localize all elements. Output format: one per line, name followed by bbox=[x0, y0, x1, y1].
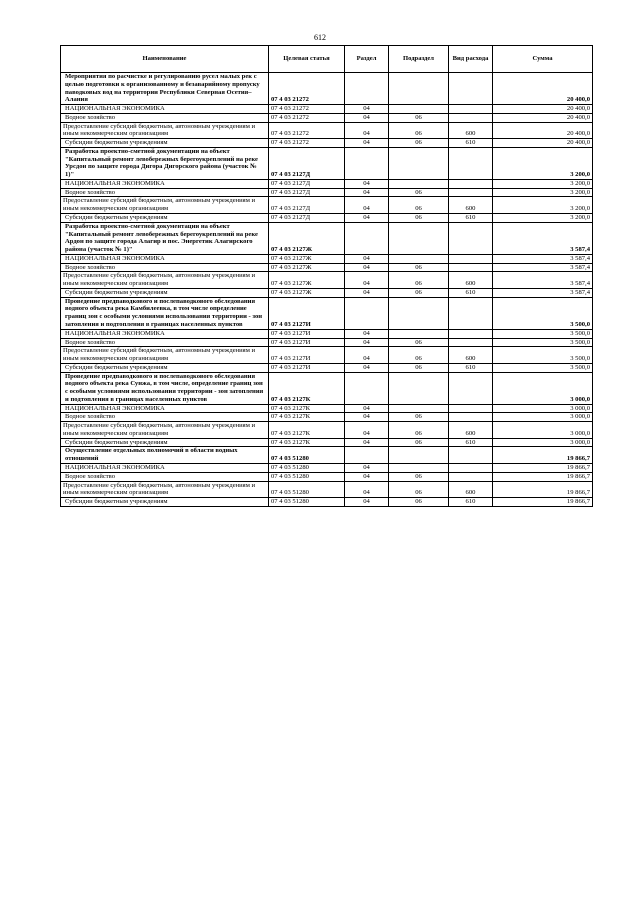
cell-section: 04 bbox=[345, 363, 389, 372]
cell-code: 07 4 03 21272 bbox=[269, 122, 345, 139]
cell-type bbox=[449, 297, 493, 329]
cell-name: Субсидии бюджетным учреждениям bbox=[61, 363, 269, 372]
cell-code: 07 4 03 2127К bbox=[269, 438, 345, 447]
cell-type bbox=[449, 105, 493, 114]
header-name: Наименование bbox=[61, 46, 269, 73]
cell-sum: 20 400,0 bbox=[493, 73, 593, 105]
cell-code: 07 4 03 2127И bbox=[269, 347, 345, 364]
table-row bbox=[61, 472, 593, 481]
cell-name: Водное хозяйство bbox=[61, 188, 269, 197]
table-row bbox=[61, 222, 593, 254]
cell-type: 610 bbox=[449, 288, 493, 297]
cell-section: 04 bbox=[345, 329, 389, 338]
budget-table bbox=[60, 45, 593, 507]
header-subsection: Подраздел bbox=[389, 46, 449, 73]
page-number: 612 bbox=[314, 33, 326, 42]
cell-code: 07 4 03 2127Ж bbox=[269, 288, 345, 297]
cell-subsection: 06 bbox=[389, 363, 449, 372]
cell-subsection bbox=[389, 179, 449, 188]
cell-code: 07 4 03 2127И bbox=[269, 329, 345, 338]
cell-type: 600 bbox=[449, 481, 493, 498]
cell-type bbox=[449, 472, 493, 481]
cell-type bbox=[449, 179, 493, 188]
cell-section: 04 bbox=[345, 404, 389, 413]
cell-name: Предоставление субсидий бюджетным, автономным учреждениям и иным некоммерческим организациям bbox=[61, 122, 269, 139]
cell-code: 07 4 03 2127Ж bbox=[269, 222, 345, 254]
cell-name: Проведение предпаводкового и послепаводкового обследования водного объекта река Камбилеевка, в том числе определение границ зон с особыми условиями использования территории - зон затопления и подтопления в границах населенных пунктов bbox=[61, 297, 269, 329]
cell-sum: 20 400,0 bbox=[493, 122, 593, 139]
table-row bbox=[61, 481, 593, 498]
cell-type: 600 bbox=[449, 422, 493, 439]
cell-name: Водное хозяйство bbox=[61, 113, 269, 122]
cell-section: 04 bbox=[345, 122, 389, 139]
cell-code: 07 4 03 2127К bbox=[269, 413, 345, 422]
cell-subsection: 06 bbox=[389, 139, 449, 148]
table-row bbox=[61, 122, 593, 139]
cell-subsection: 06 bbox=[389, 122, 449, 139]
table-row bbox=[61, 254, 593, 263]
cell-name: Субсидии бюджетным учреждениям bbox=[61, 498, 269, 507]
cell-section bbox=[345, 147, 389, 179]
table-row bbox=[61, 139, 593, 148]
cell-subsection: 06 bbox=[389, 338, 449, 347]
cell-code: 07 4 03 21272 bbox=[269, 73, 345, 105]
cell-name: Мероприятия по расчистке и регулированию русел малых рек с целью подготовки к организованному и безаварийному пропуску паводковых вод на территории Республики Северная Осетия–Алания bbox=[61, 73, 269, 105]
cell-subsection: 06 bbox=[389, 272, 449, 289]
table-row bbox=[61, 498, 593, 507]
cell-sum: 19 866,7 bbox=[493, 463, 593, 472]
table-row bbox=[61, 73, 593, 105]
table-body bbox=[61, 73, 593, 507]
cell-subsection bbox=[389, 447, 449, 464]
table-row bbox=[61, 404, 593, 413]
cell-section bbox=[345, 447, 389, 464]
cell-code: 07 4 03 51280 bbox=[269, 447, 345, 464]
cell-name: Водное хозяйство bbox=[61, 338, 269, 347]
table-row bbox=[61, 197, 593, 214]
cell-section: 04 bbox=[345, 179, 389, 188]
cell-subsection bbox=[389, 297, 449, 329]
cell-subsection: 06 bbox=[389, 438, 449, 447]
cell-name: НАЦИОНАЛЬНАЯ ЭКОНОМИКА bbox=[61, 463, 269, 472]
cell-type bbox=[449, 73, 493, 105]
cell-code: 07 4 03 2127И bbox=[269, 338, 345, 347]
cell-subsection: 06 bbox=[389, 413, 449, 422]
cell-code: 07 4 03 2127Д bbox=[269, 214, 345, 223]
cell-code: 07 4 03 51280 bbox=[269, 472, 345, 481]
cell-code: 07 4 03 2127Ж bbox=[269, 254, 345, 263]
cell-name: Водное хозяйство bbox=[61, 472, 269, 481]
cell-code: 07 4 03 2127К bbox=[269, 422, 345, 439]
cell-code: 07 4 03 51280 bbox=[269, 498, 345, 507]
cell-subsection: 06 bbox=[389, 498, 449, 507]
cell-code: 07 4 03 21272 bbox=[269, 113, 345, 122]
cell-sum: 3 200,0 bbox=[493, 188, 593, 197]
cell-sum: 3 587,4 bbox=[493, 263, 593, 272]
cell-name: НАЦИОНАЛЬНАЯ ЭКОНОМИКА bbox=[61, 179, 269, 188]
cell-section bbox=[345, 222, 389, 254]
cell-name: НАЦИОНАЛЬНАЯ ЭКОНОМИКА bbox=[61, 404, 269, 413]
cell-sum: 3 200,0 bbox=[493, 179, 593, 188]
cell-name: НАЦИОНАЛЬНАЯ ЭКОНОМИКА bbox=[61, 254, 269, 263]
cell-name: Субсидии бюджетным учреждениям bbox=[61, 288, 269, 297]
cell-sum: 19 866,7 bbox=[493, 481, 593, 498]
cell-code: 07 4 03 2127К bbox=[269, 404, 345, 413]
header-code: Целевая статья bbox=[269, 46, 345, 73]
cell-type: 600 bbox=[449, 272, 493, 289]
cell-name: Предоставление субсидий бюджетным, автономным учреждениям и иным некоммерческим организациям bbox=[61, 272, 269, 289]
cell-code: 07 4 03 51280 bbox=[269, 481, 345, 498]
cell-sum: 3 000,0 bbox=[493, 413, 593, 422]
cell-code: 07 4 03 2127Д bbox=[269, 147, 345, 179]
cell-sum: 3 200,0 bbox=[493, 147, 593, 179]
table-row bbox=[61, 288, 593, 297]
cell-name: НАЦИОНАЛЬНАЯ ЭКОНОМИКА bbox=[61, 105, 269, 114]
cell-sum: 3 587,4 bbox=[493, 272, 593, 289]
cell-subsection bbox=[389, 404, 449, 413]
cell-section: 04 bbox=[345, 347, 389, 364]
cell-subsection: 06 bbox=[389, 188, 449, 197]
table-row bbox=[61, 413, 593, 422]
cell-section: 04 bbox=[345, 463, 389, 472]
cell-name: Разработка проектно-сметной документации на объект "Капитальный ремонт левобережных берегоукреплений на реке Урсдон по защите города Дигора Дигорского района (участок № 1)" bbox=[61, 147, 269, 179]
table-row bbox=[61, 338, 593, 347]
cell-name: Проведение предпаводкового и послепаводкового обследования водного объекта река Сунжа, в том числе, определение границ зон с особыми условиями использования территории - зон затопления и подтопления в границах населенных пунктов bbox=[61, 372, 269, 404]
cell-sum: 3 000,0 bbox=[493, 372, 593, 404]
table-row bbox=[61, 438, 593, 447]
cell-section: 04 bbox=[345, 338, 389, 347]
cell-section: 04 bbox=[345, 263, 389, 272]
cell-type: 610 bbox=[449, 498, 493, 507]
cell-name: Субсидии бюджетным учреждениям bbox=[61, 214, 269, 223]
cell-sum: 3 587,4 bbox=[493, 254, 593, 263]
cell-subsection: 06 bbox=[389, 214, 449, 223]
cell-type bbox=[449, 188, 493, 197]
cell-subsection bbox=[389, 463, 449, 472]
cell-section: 04 bbox=[345, 498, 389, 507]
cell-section: 04 bbox=[345, 113, 389, 122]
cell-name: Предоставление субсидий бюджетным, автономным учреждениям и иным некоммерческим организациям bbox=[61, 197, 269, 214]
cell-subsection bbox=[389, 222, 449, 254]
cell-subsection: 06 bbox=[389, 422, 449, 439]
cell-section: 04 bbox=[345, 413, 389, 422]
cell-code: 07 4 03 2127Ж bbox=[269, 272, 345, 289]
cell-subsection bbox=[389, 105, 449, 114]
cell-subsection: 06 bbox=[389, 472, 449, 481]
cell-subsection: 06 bbox=[389, 481, 449, 498]
table-row bbox=[61, 113, 593, 122]
cell-sum: 3 000,0 bbox=[493, 404, 593, 413]
cell-sum: 3 500,0 bbox=[493, 338, 593, 347]
cell-type: 600 bbox=[449, 197, 493, 214]
cell-name: Предоставление субсидий бюджетным, автономным учреждениям и иным некоммерческим организациям bbox=[61, 481, 269, 498]
cell-sum: 3 500,0 bbox=[493, 363, 593, 372]
table-row bbox=[61, 463, 593, 472]
cell-section bbox=[345, 297, 389, 329]
cell-type bbox=[449, 338, 493, 347]
cell-section: 04 bbox=[345, 422, 389, 439]
cell-code: 07 4 03 2127И bbox=[269, 297, 345, 329]
cell-subsection: 06 bbox=[389, 263, 449, 272]
cell-sum: 3 200,0 bbox=[493, 214, 593, 223]
cell-section: 04 bbox=[345, 214, 389, 223]
table-row bbox=[61, 263, 593, 272]
cell-name: Предоставление субсидий бюджетным, автономным учреждениям и иным некоммерческим организациям bbox=[61, 347, 269, 364]
table-row bbox=[61, 297, 593, 329]
cell-sum: 3 500,0 bbox=[493, 297, 593, 329]
table-row bbox=[61, 147, 593, 179]
cell-code: 07 4 03 2127Ж bbox=[269, 263, 345, 272]
cell-type: 610 bbox=[449, 214, 493, 223]
header-type: Вид расхода bbox=[449, 46, 493, 73]
cell-name: Разработка проектно-сметной документации на объект "Капитальный ремонт левобережных берегоукреплений на реке Ардон по защите города Алагир и пос. Энергетик Алагирского района (участок № 1)" bbox=[61, 222, 269, 254]
cell-type bbox=[449, 254, 493, 263]
cell-name: Субсидии бюджетным учреждениям bbox=[61, 438, 269, 447]
cell-sum: 20 400,0 bbox=[493, 139, 593, 148]
cell-sum: 3 587,4 bbox=[493, 288, 593, 297]
cell-section: 04 bbox=[345, 481, 389, 498]
cell-section: 04 bbox=[345, 254, 389, 263]
cell-name: Водное хозяйство bbox=[61, 413, 269, 422]
cell-name: Осуществление отдельных полномочий в области водных отношений bbox=[61, 447, 269, 464]
cell-section: 04 bbox=[345, 197, 389, 214]
cell-type bbox=[449, 447, 493, 464]
cell-type bbox=[449, 463, 493, 472]
header-section: Раздел bbox=[345, 46, 389, 73]
cell-name: Субсидии бюджетным учреждениям bbox=[61, 139, 269, 148]
cell-type bbox=[449, 413, 493, 422]
cell-type bbox=[449, 222, 493, 254]
cell-sum: 3 200,0 bbox=[493, 197, 593, 214]
cell-name: Предоставление субсидий бюджетным, автономным учреждениям и иным некоммерческим организациям bbox=[61, 422, 269, 439]
cell-type: 600 bbox=[449, 347, 493, 364]
cell-sum: 3 500,0 bbox=[493, 329, 593, 338]
cell-sum: 3 000,0 bbox=[493, 438, 593, 447]
cell-section bbox=[345, 372, 389, 404]
cell-subsection bbox=[389, 254, 449, 263]
cell-type bbox=[449, 329, 493, 338]
cell-sum: 20 400,0 bbox=[493, 113, 593, 122]
table-row bbox=[61, 214, 593, 223]
table-row bbox=[61, 372, 593, 404]
cell-type bbox=[449, 147, 493, 179]
cell-type bbox=[449, 372, 493, 404]
cell-subsection: 06 bbox=[389, 347, 449, 364]
table-row bbox=[61, 105, 593, 114]
cell-type bbox=[449, 113, 493, 122]
table-row bbox=[61, 272, 593, 289]
cell-type: 610 bbox=[449, 139, 493, 148]
cell-section: 04 bbox=[345, 188, 389, 197]
cell-subsection bbox=[389, 372, 449, 404]
cell-code: 07 4 03 2127Д bbox=[269, 179, 345, 188]
cell-subsection: 06 bbox=[389, 113, 449, 122]
table-row bbox=[61, 347, 593, 364]
cell-code: 07 4 03 2127Д bbox=[269, 188, 345, 197]
cell-section: 04 bbox=[345, 288, 389, 297]
cell-name: НАЦИОНАЛЬНАЯ ЭКОНОМИКА bbox=[61, 329, 269, 338]
cell-type bbox=[449, 263, 493, 272]
header-sum: Сумма bbox=[493, 46, 593, 73]
cell-name: Водное хозяйство bbox=[61, 263, 269, 272]
cell-sum: 19 866,7 bbox=[493, 472, 593, 481]
cell-sum: 19 866,7 bbox=[493, 447, 593, 464]
cell-type: 600 bbox=[449, 122, 493, 139]
table-row bbox=[61, 188, 593, 197]
cell-sum: 3 500,0 bbox=[493, 347, 593, 364]
cell-type: 610 bbox=[449, 363, 493, 372]
cell-code: 07 4 03 2127К bbox=[269, 372, 345, 404]
cell-section: 04 bbox=[345, 438, 389, 447]
cell-subsection bbox=[389, 147, 449, 179]
cell-code: 07 4 03 21272 bbox=[269, 139, 345, 148]
table-header-row bbox=[61, 46, 593, 73]
table-row bbox=[61, 447, 593, 464]
cell-sum: 3 587,4 bbox=[493, 222, 593, 254]
table-row bbox=[61, 179, 593, 188]
cell-section: 04 bbox=[345, 272, 389, 289]
cell-section bbox=[345, 73, 389, 105]
cell-section: 04 bbox=[345, 472, 389, 481]
cell-subsection bbox=[389, 329, 449, 338]
table-row bbox=[61, 422, 593, 439]
table-row bbox=[61, 363, 593, 372]
cell-sum: 20 400,0 bbox=[493, 105, 593, 114]
cell-section: 04 bbox=[345, 105, 389, 114]
cell-section: 04 bbox=[345, 139, 389, 148]
cell-type bbox=[449, 404, 493, 413]
cell-code: 07 4 03 51280 bbox=[269, 463, 345, 472]
cell-code: 07 4 03 2127И bbox=[269, 363, 345, 372]
table-row bbox=[61, 329, 593, 338]
cell-code: 07 4 03 21272 bbox=[269, 105, 345, 114]
cell-subsection: 06 bbox=[389, 288, 449, 297]
cell-subsection bbox=[389, 73, 449, 105]
cell-code: 07 4 03 2127Д bbox=[269, 197, 345, 214]
cell-type: 610 bbox=[449, 438, 493, 447]
cell-sum: 19 866,7 bbox=[493, 498, 593, 507]
cell-subsection: 06 bbox=[389, 197, 449, 214]
cell-sum: 3 000,0 bbox=[493, 422, 593, 439]
